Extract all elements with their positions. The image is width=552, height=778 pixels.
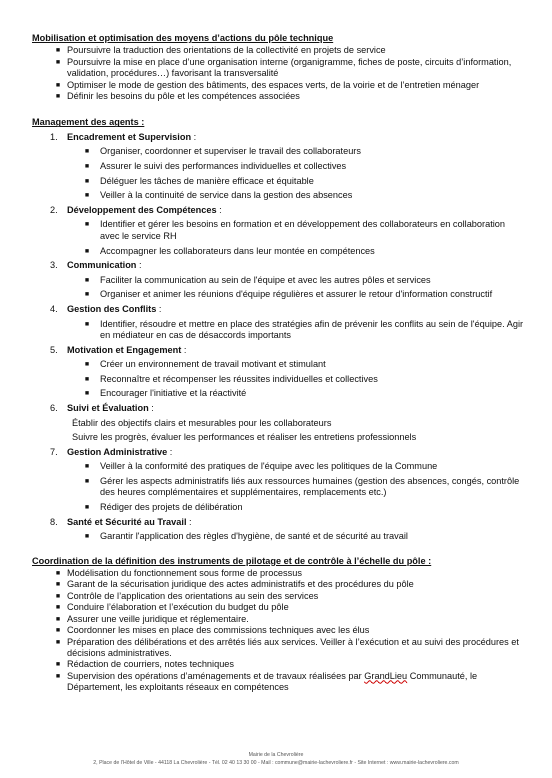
category-title: Motivation et Engagement (67, 344, 182, 355)
bullet-icon: ■ (84, 148, 90, 156)
list-item: ■ Poursuivre la mise en place d’une organisation interne (organigramme, fiches de poste, circuits d’information, validation, procédures…) favorisant la transversalité (55, 56, 512, 79)
section-heading: Mobilisation et optimisation des moyens d’actions du pôle technique (32, 33, 334, 43)
category-suivi: 6. Suivi et Évaluation : Établir des objectifs clairs et mesurables pour les collaborateurs Suivre les progrès, évaluer les performances et réaliser les entretiens professionnels (32, 403, 524, 444)
bullet-list (67, 275, 524, 301)
list-item: ■ Contrôle de l’application des orientations au sein des services (55, 590, 319, 601)
list-item: ■ Définir les besoins du pôle et les compétences associées (55, 91, 300, 102)
bullet-icon: ■ (84, 533, 90, 541)
bullet-icon: ■ (84, 247, 90, 255)
bullet-icon: ■ (55, 638, 61, 646)
bullet-icon: ■ (55, 93, 61, 101)
list-item: ■ Poursuivre la traduction des orientations de la collectivité en projets de service (55, 45, 386, 56)
list-item: ■ Rédaction de courriers, notes techniques (55, 659, 235, 670)
category-encadrement: 1. Encadrement et Supervision : ■ Organiser, coordonner et superviser le travail des collaborateurs ■ Assurer le suivi des performances individuelles et collectives ■ Déléguer les tâches de manière efficace et équitable ■ Veiller à la continuité de service dans la gestion des absences (32, 132, 524, 202)
list-item: ■ Déléguer les tâches de manière efficace et équitable (84, 175, 314, 186)
list-item: ■ Optimiser le mode de gestion des bâtiments, des espaces verts, de la voirie et de l’entretien ménager (55, 79, 480, 90)
list-item: ■ Créer un environnement de travail motivant et stimulant (84, 359, 326, 370)
bullet-icon: ■ (55, 47, 61, 55)
category-number: 2. (50, 205, 58, 216)
list-item: ■ Assurer une veille juridique et réglementaire. (55, 613, 249, 624)
bullet-list (32, 45, 524, 102)
category-number: 6. (50, 403, 58, 414)
bullet-list (67, 219, 524, 257)
bullet-list (67, 319, 524, 342)
category-conflits: 4. Gestion des Conflits : ■ Identifier, résoudre et mettre en place des stratégies afin de prévenir les conflits au sein de l'équipe. Agir en médiateur en cas de désaccords importants (50, 304, 524, 340)
list-item: ■ Garant de la sécurisation juridique des actes administratifs et des procédures du pôle (55, 579, 414, 590)
list-item: ■ Supervision des opérations d’aménagements et de travaux réalisées par GrandLieu Communauté, le Département, les exploitants réseaux en compétences (55, 670, 478, 693)
section-heading: Management des agents : (32, 117, 145, 128)
list-item: ■ Identifier, résoudre et mettre en place des stratégies afin de prévenir les conflits au sein de l'équipe. Agir en médiateur en cas de désaccords importants (84, 318, 524, 340)
bullet-icon: ■ (84, 177, 90, 185)
list-item: ■ Modélisation du fonctionnement sous forme de processus (55, 568, 302, 579)
bullet-icon: ■ (84, 390, 90, 398)
bullet-icon: ■ (55, 58, 61, 66)
bullet-list (32, 568, 524, 693)
plain-line: Suivre les progrès, évaluer les performances et réaliser les entretiens professionnels (72, 432, 417, 443)
bullet-icon: ■ (55, 581, 61, 589)
bullet-icon: ■ (55, 615, 61, 623)
category-title: Suivi et Évaluation (67, 403, 149, 414)
list-item: ■ Préparation des délibérations et des arrêtés liés aux services. Veiller à l’exécution et au suivi des procédures et décisions administratives. (55, 636, 519, 658)
list-item: ■ Garantir l'application des règles d'hygiène, de santé et de sécurité au travail (84, 531, 408, 542)
bullet-icon: ■ (84, 192, 90, 200)
list-item: ■ Reconnaître et récompenser les réussites individuelles et collectives (84, 373, 378, 384)
bullet-icon: ■ (84, 504, 90, 512)
list-item: ■ Encourager l'initiative et la réactivité (84, 388, 247, 399)
list-item: ■ Veiller à la conformité des pratiques de l'équipe avec les politiques de la Commune (84, 461, 438, 472)
category-number: 5. (50, 344, 58, 355)
section-heading: Coordination de la définition des instruments de pilotage et de contrôle à l’échelle du pôle : (32, 555, 432, 566)
section-management (32, 117, 524, 542)
category-communication: 3. Communication : ■ Faciliter la communication au sein de l'équipe et avec les autres pôles et services ■ Organiser et animer les réunions d'équipe régulières et assurer le retour d'information constructif (32, 260, 524, 301)
spellcheck-word: GrandLieu (364, 670, 408, 681)
bullet-icon: ■ (55, 661, 61, 669)
bullet-list (67, 531, 524, 542)
list-item: ■ Conduire l’élaboration et l’exécution du budget du pôle (55, 602, 289, 613)
bullet-icon: ■ (84, 463, 90, 471)
list-item: ■ Rédiger des projets de délibération (84, 502, 243, 513)
bullet-icon: ■ (55, 570, 61, 578)
category-number: 3. (50, 260, 58, 271)
document-content (32, 33, 524, 694)
bullet-icon: ■ (84, 375, 90, 383)
footer-line: 2, Place de l’Hôtel de Ville - 44118 La Chevrolière - Tél. 02 40 13 30 00 - Mail : commune@mairie-lachevroliere.fr - Site Internet : www.mairie-lachevroliere.com (93, 759, 459, 766)
category-number: 1. (50, 131, 58, 142)
category-title: Gestion des Conflits (67, 304, 157, 315)
category-developpement: 2. Développement des Compétences : ■ Identifier et gérer les besoins en formation et en développement des collaborateurs en collaboration avec le service RH ■ Accompagner les collaborateurs dans leur montée en compétences (32, 205, 524, 257)
page-footer (0, 752, 552, 767)
category-title: Communication (67, 260, 137, 271)
category-sante-securite: 8. Santé et Sécurité au Travail : ■ Garantir l'application des règles d'hygiène, de santé et de sécurité au travail (32, 517, 524, 543)
category-title: Développement des Compétences (67, 205, 217, 216)
bullet-icon: ■ (55, 627, 61, 635)
bullet-icon: ■ (84, 478, 90, 486)
category-title: Encadrement et Supervision (67, 131, 192, 142)
bullet-list (67, 461, 524, 513)
category-number: 7. (50, 446, 58, 457)
category-title: Santé et Sécurité au Travail (67, 516, 187, 527)
list-item: ■ Accompagner les collaborateurs dans leur montée en compétences (84, 245, 375, 256)
list-item: ■ Assurer le suivi des performances individuelles et collectives (84, 160, 347, 171)
category-motivation: 5. Motivation et Engagement : ■ Créer un environnement de travail motivant et stimulant ■ Reconnaître et récompenser les réussites individuelles et collectives ■ Encourager l'initiative et la réactivité (32, 345, 524, 400)
bullet-icon: ■ (84, 221, 90, 229)
bullet-icon: ■ (55, 604, 61, 612)
bullet-list (67, 146, 524, 202)
bullet-list (67, 359, 524, 400)
list-item: ■ Identifier et gérer les besoins en formation et en développement des collaborateurs en collaboration avec le service RH (84, 219, 506, 241)
list-item: ■ Organiser et animer les réunions d'équipe régulières et assurer le retour d'information constructif (84, 289, 493, 300)
bullet-icon: ■ (84, 320, 90, 328)
category-number: 8. (50, 516, 58, 527)
bullet-icon: ■ (84, 361, 90, 369)
bullet-icon: ■ (84, 291, 90, 299)
bullet-icon: ■ (84, 276, 90, 284)
list-item: ■ Faciliter la communication au sein de l'équipe et avec les autres pôles et services (84, 274, 431, 285)
category-number: 4. (50, 304, 58, 315)
bullet-icon: ■ (84, 162, 90, 170)
footer-line: Mairie de la Chevrolière (248, 752, 304, 758)
plain-line: Établir des objectifs clairs et mesurables pour les collaborateurs (72, 417, 332, 428)
list-item: ■ Veiller à la continuité de service dans la gestion des absences (84, 190, 353, 201)
bullet-icon: ■ (55, 672, 61, 680)
bullet-icon: ■ (55, 81, 61, 89)
list-item: ■ Organiser, coordonner et superviser le travail des collaborateurs (84, 146, 361, 157)
bullet-icon: ■ (55, 592, 61, 600)
list-item: ■ Gérer les aspects administratifs liés aux ressources humaines (gestion des absences, congés, contrôle des heures complémentaires et supplémentaires, remplacements etc.) (84, 476, 520, 498)
category-title: Gestion Administrative (67, 446, 168, 457)
list-item: ■ Coordonner les mises en place des commissions techniques avec les élus (55, 625, 370, 636)
section-coordination (32, 556, 524, 694)
plain-lines (67, 418, 524, 444)
section-mobilisation (32, 33, 524, 102)
category-gestion-administrative: 7. Gestion Administrative : ■ Veiller à la conformité des pratiques de l'équipe avec les politiques de la Commune ■ Gérer les aspects administratifs liés aux ressources humaines (gestion des absences, congés, contrôle des heures complémentaires et supplémentaires, remplacements etc.) ■ Rédiger des projets de délibération (32, 447, 524, 514)
